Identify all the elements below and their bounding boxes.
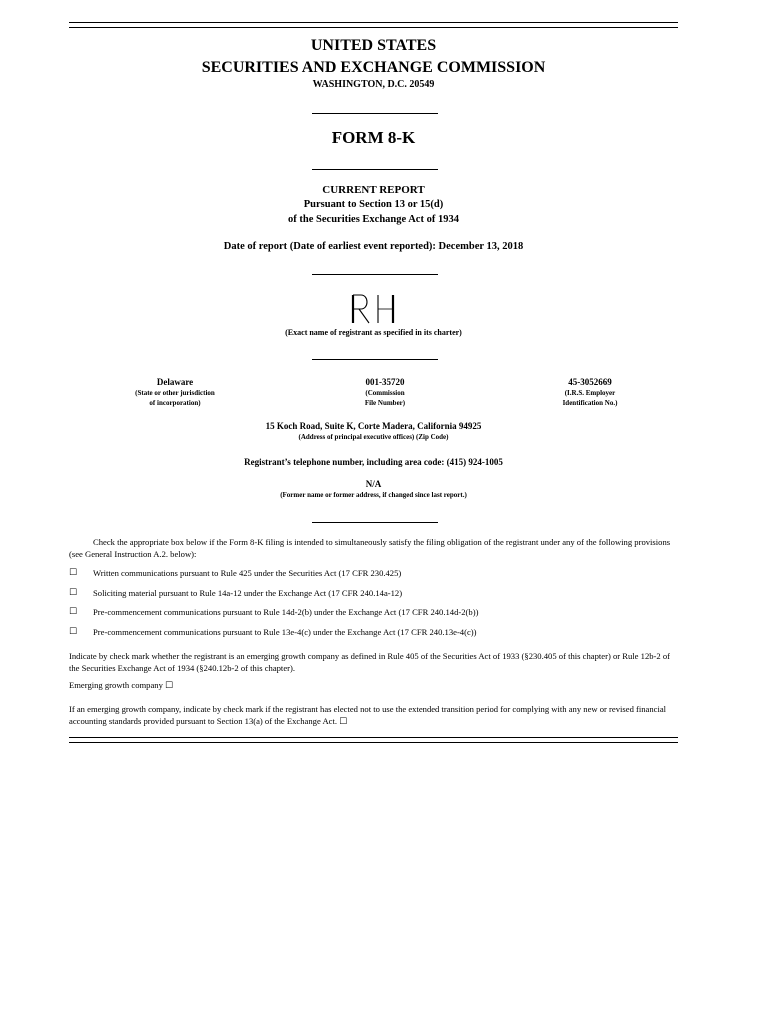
- checkbox-icon[interactable]: ☐: [69, 568, 78, 578]
- state-column: [110, 377, 240, 408]
- state-caption: of incorporation): [149, 399, 201, 407]
- rh-logo: [345, 292, 405, 326]
- divider: [312, 113, 438, 114]
- egc-paragraph: Indicate by check mark whether the registrant is an emerging growth company as defined in Rule 405 of the Securities Act of 1933 (§230.405 of this chapter) or Rule 12b-2 of the Securities Exchange Act of 1934 (§240.12b-2 of this chapter).: [69, 651, 670, 673]
- egc-label: Emerging growth company: [69, 680, 163, 690]
- top-double-rule: [69, 22, 678, 28]
- address-caption: (Address of principal executive offices) (Zip Code): [298, 433, 449, 441]
- agency-line-1: UNITED STATES: [310, 37, 437, 54]
- irs-column: [525, 377, 655, 408]
- irs-caption: (I.R.S. Employer: [564, 389, 616, 397]
- commission-file-number: 001-35720: [365, 377, 405, 387]
- date-of-report: Date of report (Date of earliest event reported): December 13, 2018: [223, 241, 524, 252]
- provision-label: Written communications pursuant to Rule 425 under the Securities Act (17 CFR 230.425): [93, 568, 402, 578]
- report-type: CURRENT REPORT: [322, 184, 425, 196]
- transition-checkbox-icon[interactable]: ☐: [339, 717, 348, 727]
- former-name-caption: (Former name or former address, if changed since last report.): [280, 491, 467, 499]
- agency-city: WASHINGTON, D.C. 20549: [312, 79, 435, 90]
- irs-number: 45-3052669: [568, 377, 612, 387]
- egc-checkbox-icon[interactable]: ☐: [165, 681, 174, 691]
- commission-column: [320, 377, 450, 408]
- divider: [312, 169, 438, 170]
- divider: [312, 522, 438, 523]
- bottom-double-rule: [69, 737, 678, 743]
- transition-text: If an emerging growth company, indicate by check mark if the registrant has elected not to use the extended transition period for complying with any new or revised financial accounting standards provided pursuant to Section 13(a) of the Exchange Act.: [69, 704, 667, 726]
- irs-caption: Identification No.): [562, 399, 618, 407]
- commission-caption: File Number): [364, 399, 406, 407]
- state-caption: (State or other jurisdiction: [135, 389, 215, 397]
- egc-line: [69, 679, 678, 692]
- state-value: Delaware: [156, 377, 194, 387]
- commission-caption: (Commission: [365, 389, 405, 397]
- filing-instruction-paragraph: Check the appropriate box below if the Form 8-K filing is intended to simultaneously satisfy the filing obligation of the registrant under any of the following provisions (see General Instruction A.2. below):: [69, 537, 671, 559]
- act-line: of the Securities Exchange Act of 1934: [288, 214, 459, 225]
- registrant-phone: Registrant’s telephone number, including area code: (415) 924-1005: [244, 457, 503, 467]
- checkbox-icon[interactable]: ☐: [69, 607, 78, 617]
- provision-label: Pre-commencement communications pursuant to Rule 13e-4(c) under the Exchange Act (17 CFR 240.13e-4(c)): [93, 627, 477, 637]
- former-name-value: N/A: [365, 479, 382, 489]
- transition-paragraph: [69, 703, 678, 728]
- divider: [312, 274, 438, 275]
- provision-label: Pre-commencement communications pursuant to Rule 14d-2(b) under the Exchange Act (17 CFR 240.14d-2(b)): [93, 607, 479, 617]
- checkbox-icon[interactable]: ☐: [69, 627, 78, 637]
- form-title: FORM 8-K: [331, 128, 416, 147]
- checkbox-icon[interactable]: ☐: [69, 588, 78, 598]
- agency-line-2: SECURITIES AND EXCHANGE COMMISSION: [201, 59, 546, 76]
- divider: [312, 359, 438, 360]
- registrant-name-caption: (Exact name of registrant as specified in its charter): [285, 328, 462, 337]
- provision-label: Soliciting material pursuant to Rule 14a-12 under the Exchange Act (17 CFR 240.14a-12): [93, 588, 403, 598]
- pursuant-line: Pursuant to Section 13 or 15(d): [303, 199, 444, 210]
- registrant-address: 15 Koch Road, Suite K, Corte Madera, California 94925: [265, 421, 482, 431]
